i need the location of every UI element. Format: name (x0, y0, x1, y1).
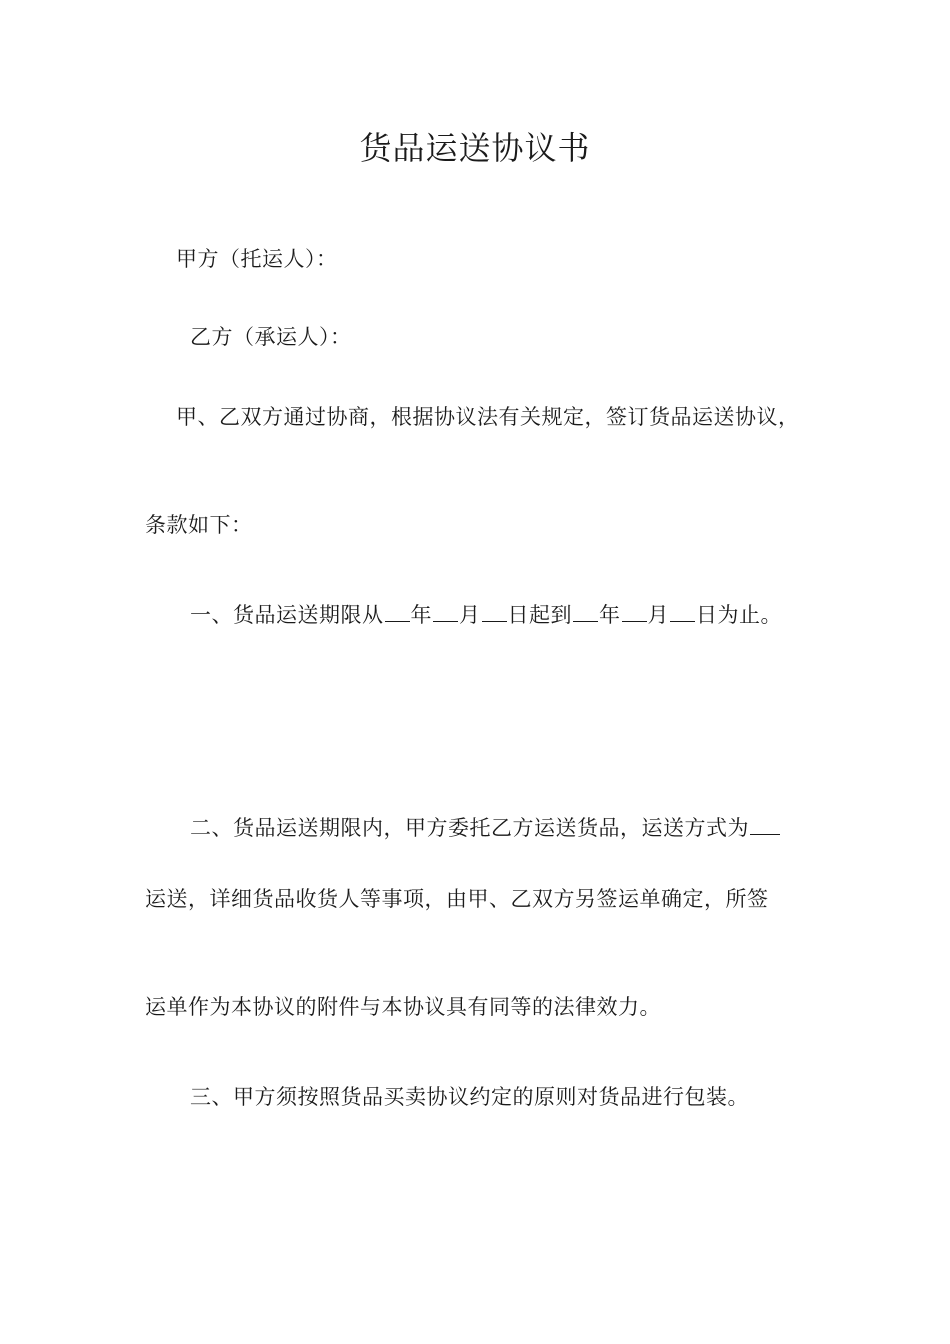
transport-method-blank[interactable] (750, 814, 780, 835)
month-start-blank[interactable] (433, 601, 458, 622)
clause-1-day2: 日为止。 (696, 603, 782, 627)
clause-2-line-1 (190, 814, 781, 842)
party-a-line: 甲方（托运人）： (176, 247, 338, 271)
clause-1-prefix: 一、货品运送期限从 (190, 603, 384, 627)
clause-2-line-3: 运单作为本协议的附件与本协议具有同等的法律效力。 (145, 995, 661, 1019)
clause-1-month2: 月 (647, 603, 669, 627)
day-start-blank[interactable] (482, 601, 507, 622)
month-end-blank[interactable] (622, 601, 647, 622)
intro-line-1: 甲、乙双方通过协商，根据协议法有关规定，签订货品运送协议， (176, 405, 800, 429)
document-title: 货品运送协议书 (359, 129, 591, 167)
clause-1-month1: 月 (459, 603, 481, 627)
clause-3: 三、甲方须按照货品买卖协议约定的原则对货品进行包装。 (190, 1085, 749, 1109)
year-end-blank[interactable] (573, 601, 598, 622)
clause-1-year1: 年 (410, 603, 432, 627)
intro-line-2: 条款如下： (145, 513, 253, 537)
clause-2-prefix: 二、货品运送期限内，甲方委托乙方运送货品，运送方式为 (190, 816, 749, 840)
year-start-blank[interactable] (385, 601, 410, 622)
party-b-line: 乙方（承运人）： (190, 325, 352, 349)
clause-1-year2: 年 (599, 603, 621, 627)
day-end-blank[interactable] (670, 601, 695, 622)
clause-1 (190, 601, 782, 629)
clause-1-day1: 日起到 (507, 603, 572, 627)
clause-2-line-2: 运送，详细货品收货人等事项，由甲、乙双方另签运单确定，所签 (145, 887, 769, 911)
